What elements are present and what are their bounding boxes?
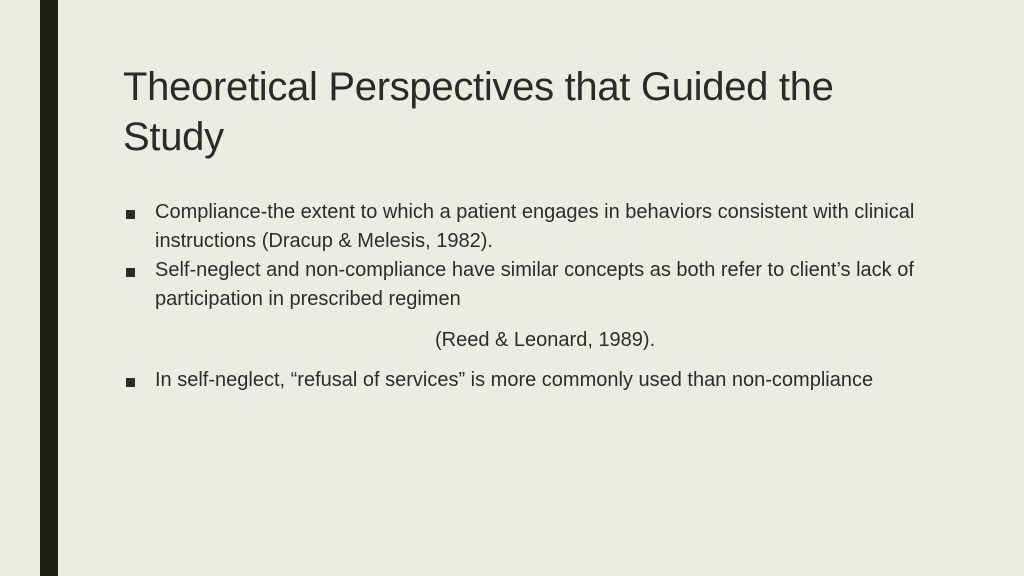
square-bullet-icon [126,378,135,387]
citation [124,326,924,355]
bullet-text: Compliance-the extent to which a patient engages in behaviors consistent with clinical instructions (Dracup & Melesis, 1982). [155,201,915,252]
bullet-text: In self-neglect, “refusal of services” is more commonly used than non-compliance [155,369,874,391]
citation-text: (Reed & Leonard, 1989). [435,329,656,351]
bullet-item-self-neglect [124,256,924,314]
square-bullet-icon [126,210,135,219]
slide-title: Theoretical Perspectives that Guided the Study [123,65,834,159]
bullet-list [124,198,924,395]
bullet-item-compliance [124,198,924,256]
bullet-text: Self-neglect and non-compliance have similar concepts as both refer to client’s lack of participation in prescribed regimen [155,259,914,310]
bullet-item-refusal [124,366,924,395]
accent-bar [40,0,58,576]
square-bullet-icon [126,268,135,277]
